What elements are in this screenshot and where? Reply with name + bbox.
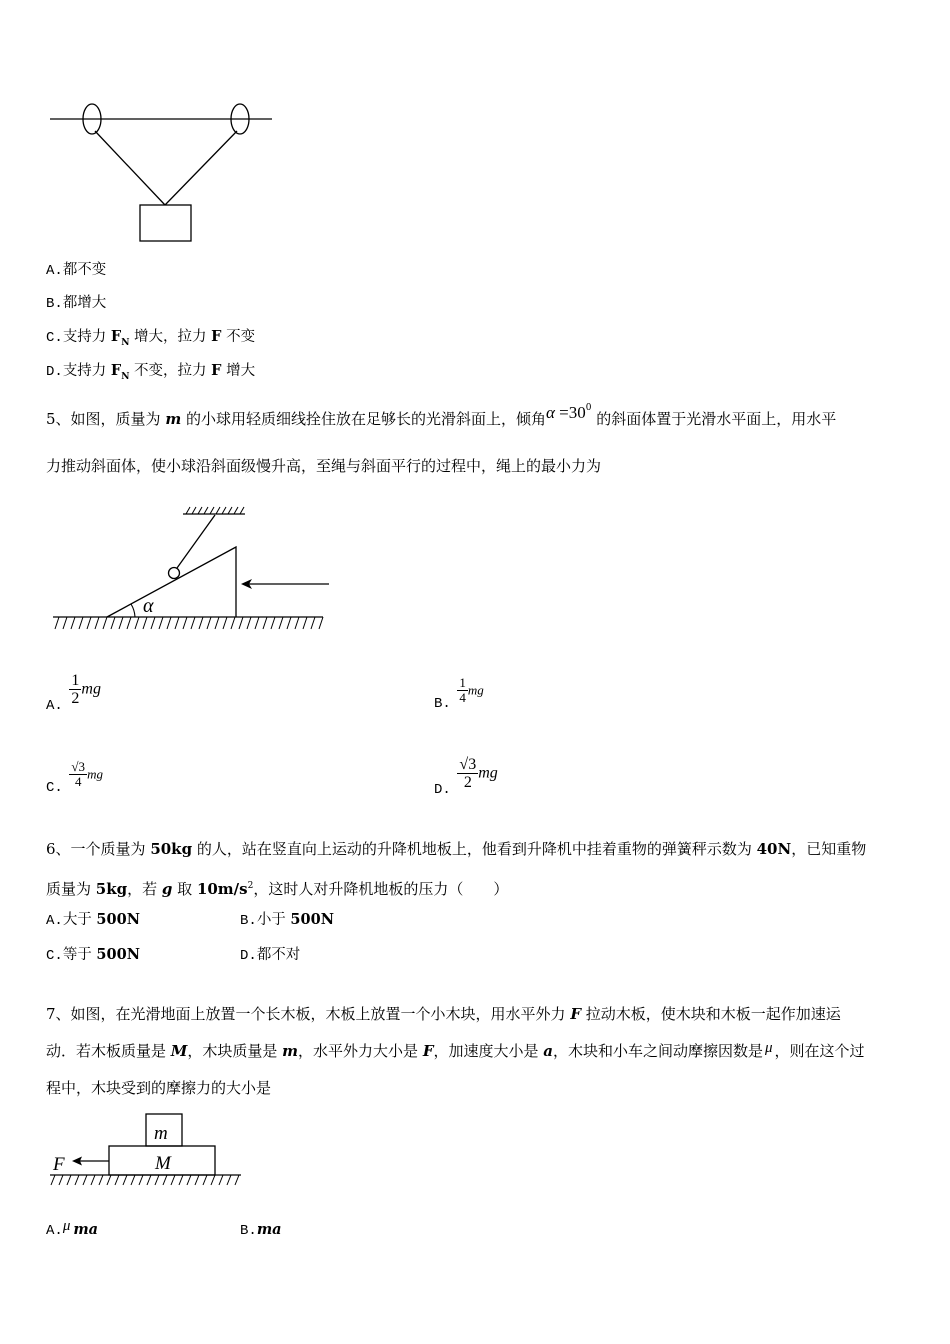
- q6-line-2: 质量为 5kg，若 g 取 $10m/s^2$，这时人对升降机地板的压力（ ）: [46, 880, 509, 898]
- q4-option-b: B.都增大: [46, 295, 107, 312]
- q5-option-b: B. $\frac{1}{4}$ mg: [434, 675, 484, 712]
- q5-option-c: C. $\frac{√3}{4}$ mg: [46, 759, 103, 796]
- incline-figure: [45, 500, 335, 640]
- angle-label: α: [143, 595, 154, 617]
- q6-line-1: 6、一个质量为 50kg 的人，站在竖直向上运动的升降机地板上，他看到升降机中挂着重物的弹簧秤示数为 40N，已知重物: [46, 840, 867, 858]
- svg-text:m: m: [154, 1123, 168, 1144]
- q5-line-2: 力推动斜面体，使小球沿斜面级慢升高，至绳与斜面平行的过程中，绳上的最小力为: [46, 457, 602, 475]
- q7-option-a: A.μ ma: [46, 1218, 99, 1239]
- q7-line-1: 7、如图，在光滑地面上放置一个长木板，木板上放置一个小木块，用水平外力 F 拉动木板，使木块和木板一起作加速运: [46, 1005, 841, 1023]
- right-rope: [165, 131, 237, 205]
- svg-text:M: M: [155, 1153, 171, 1174]
- hanging-block: [140, 205, 191, 241]
- q5-option-a: A. $\frac{1}{2}$ mg: [46, 672, 101, 714]
- q7-line-2: 动．若木板质量是 M，木块质量是 m，水平外力大小是 F，加速度大小是 a，木块和小车之间动摩擦因数是 μ ，则在这个过: [46, 1040, 865, 1060]
- q4-option-a: A.都不变: [46, 262, 107, 279]
- q4-option-c: C.支持力 $F_N$ 增大，拉力 F 不变: [46, 328, 256, 348]
- board-figure: [45, 1108, 250, 1193]
- q7-option-b: B.ma: [240, 1221, 282, 1239]
- svg-text:F: F: [53, 1154, 65, 1175]
- rope: [177, 515, 215, 568]
- q7-line-3: 程中，木块受到的摩擦力的大小是: [46, 1079, 272, 1097]
- q5-option-d: D. $\frac{√3}{2}$ mg: [434, 756, 498, 798]
- ball: [169, 568, 180, 579]
- incline-body: [107, 547, 236, 617]
- q6-option-d: D.都不对: [240, 947, 301, 964]
- q6-option-a: A.大于 500N: [46, 911, 140, 929]
- pulley-figure: [40, 95, 290, 250]
- q4-option-d: D.支持力 $F_N$ 不变，拉力 F 增大: [46, 362, 256, 382]
- left-rope: [95, 131, 165, 205]
- q6-option-b: B.小于 500N: [240, 911, 334, 929]
- q5-line-1: 5、如图，质量为 m 的小球用轻质细线拴住放在足够长的光滑斜面上，倾角$\alpha =30^0$ 的斜面体置于光滑水平面上，用水平: [46, 403, 837, 428]
- q6-option-c: C.等于 500N: [46, 946, 140, 964]
